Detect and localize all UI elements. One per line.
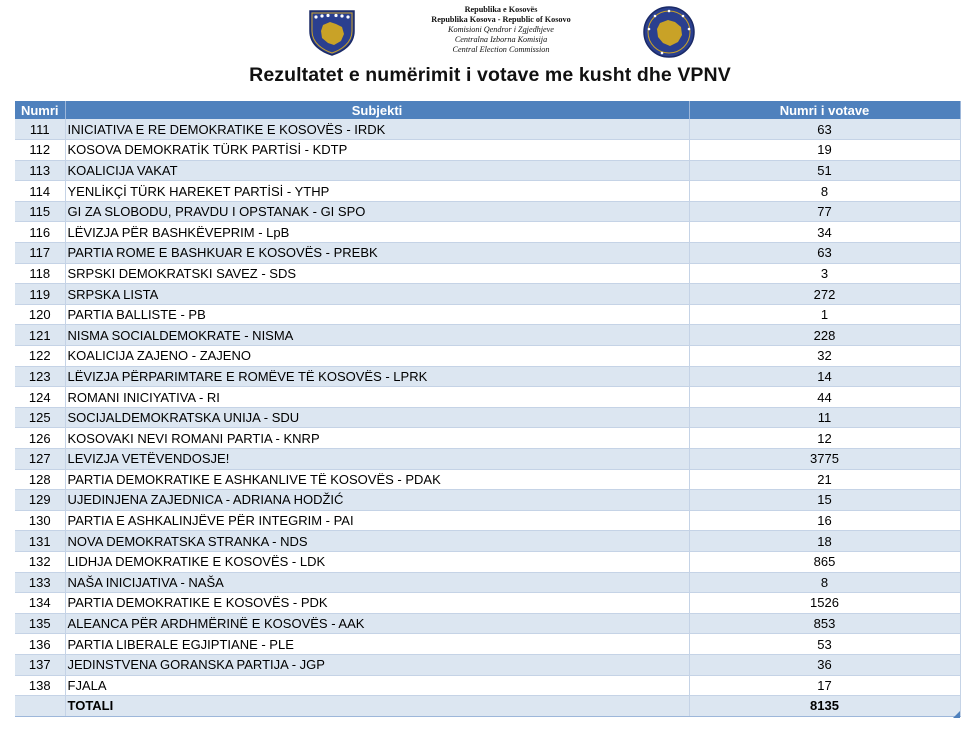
row-number: 137 bbox=[15, 654, 65, 675]
row-votes: 15 bbox=[689, 490, 960, 511]
table-row bbox=[15, 119, 960, 140]
row-number: 123 bbox=[15, 366, 65, 387]
table-row bbox=[15, 490, 960, 511]
row-votes: 16 bbox=[689, 510, 960, 531]
total-votes: 8135 bbox=[689, 696, 960, 717]
table-row bbox=[15, 243, 960, 264]
row-number: 129 bbox=[15, 490, 65, 511]
total-row bbox=[15, 696, 960, 717]
row-subject: FJALA bbox=[65, 675, 689, 696]
table-row bbox=[15, 346, 960, 367]
row-number: 122 bbox=[15, 346, 65, 367]
row-subject: PARTIA DEMOKRATIKE E KOSOVËS - PDK bbox=[65, 593, 689, 614]
row-votes: 36 bbox=[689, 654, 960, 675]
table-row bbox=[15, 140, 960, 161]
total-cell-empty bbox=[15, 696, 65, 717]
row-votes: 63 bbox=[689, 243, 960, 264]
row-number: 131 bbox=[15, 531, 65, 552]
table-row bbox=[15, 675, 960, 696]
table-row bbox=[15, 510, 960, 531]
column-header-votes[interactable]: Numri i votave bbox=[689, 101, 960, 119]
table-row bbox=[15, 531, 960, 552]
row-votes: 77 bbox=[689, 201, 960, 222]
row-subject: YENLİKÇİ TÜRK HAREKET PARTİSİ - YTHP bbox=[65, 181, 689, 202]
row-subject: NOVA DEMOKRATSKA STRANKA - NDS bbox=[65, 531, 689, 552]
row-votes: 272 bbox=[689, 284, 960, 305]
table-row bbox=[15, 284, 960, 305]
row-votes: 865 bbox=[689, 551, 960, 572]
row-votes: 8 bbox=[689, 181, 960, 202]
row-number: 138 bbox=[15, 675, 65, 696]
row-number: 132 bbox=[15, 551, 65, 572]
table-row bbox=[15, 222, 960, 243]
row-number: 115 bbox=[15, 201, 65, 222]
row-subject: LËVIZJA PËRPARIMTARE E ROMËVE TË KOSOVËS - LPRK bbox=[65, 366, 689, 387]
inst-line-5: Central Election Commission bbox=[452, 45, 550, 54]
table-row bbox=[15, 181, 960, 202]
row-subject: PARTIA LIBERALE EGJIPTIANE - PLE bbox=[65, 634, 689, 655]
row-subject: NAŠA INICIJATIVA - NAŠA bbox=[65, 572, 689, 593]
table-row bbox=[15, 407, 960, 428]
total-label: TOTALI bbox=[65, 696, 689, 717]
row-number: 117 bbox=[15, 243, 65, 264]
row-number: 125 bbox=[15, 407, 65, 428]
row-number: 112 bbox=[15, 140, 65, 161]
institution-names bbox=[400, 5, 602, 55]
inst-line-4: Centralna Izborna Komisija bbox=[454, 35, 548, 44]
row-subject: INICIATIVA E RE DEMOKRATIKE E KOSOVËS - IRDK bbox=[65, 119, 689, 140]
row-subject: PARTIA DEMOKRATIKE E ASHKANLIVE TË KOSOVËS - PDAK bbox=[65, 469, 689, 490]
row-number: 118 bbox=[15, 263, 65, 284]
inst-line-3: Komisioni Qendror i Zgjedhjeve bbox=[448, 25, 554, 34]
table-row bbox=[15, 613, 960, 634]
row-number: 127 bbox=[15, 449, 65, 470]
results-table bbox=[15, 101, 961, 717]
row-number: 133 bbox=[15, 572, 65, 593]
column-header-subject[interactable]: Subjekti bbox=[65, 101, 689, 119]
page-title: Rezultatet e numërimit i votave me kusht dhe VPNV bbox=[249, 64, 731, 86]
table-row bbox=[15, 654, 960, 675]
row-subject: SOCIJALDEMOKRATSKA UNIJA - SDU bbox=[65, 407, 689, 428]
row-votes: 3 bbox=[689, 263, 960, 284]
inst-line-1: Republika e Kosovës bbox=[464, 5, 538, 14]
table-row bbox=[15, 160, 960, 181]
row-number: 130 bbox=[15, 510, 65, 531]
table-row bbox=[15, 304, 960, 325]
row-number: 119 bbox=[15, 284, 65, 305]
table-row bbox=[15, 263, 960, 284]
row-votes: 3775 bbox=[689, 449, 960, 470]
row-subject: UJEDINJENA ZAJEDNICA - ADRIANA HODŽIĆ bbox=[65, 490, 689, 511]
row-subject: JEDINSTVENA GORANSKA PARTIJA - JGP bbox=[65, 654, 689, 675]
table-row bbox=[15, 325, 960, 346]
table-row bbox=[15, 551, 960, 572]
row-subject: SRPSKA LISTA bbox=[65, 284, 689, 305]
table-row bbox=[15, 634, 960, 655]
row-votes: 63 bbox=[689, 119, 960, 140]
row-number: 111 bbox=[15, 119, 65, 140]
row-votes: 12 bbox=[689, 428, 960, 449]
table-row bbox=[15, 572, 960, 593]
row-subject: KOSOVAKI NEVI ROMANI PARTIA - KNRP bbox=[65, 428, 689, 449]
table-row bbox=[15, 593, 960, 614]
row-votes: 53 bbox=[689, 634, 960, 655]
row-number: 120 bbox=[15, 304, 65, 325]
table-row bbox=[15, 428, 960, 449]
row-votes: 228 bbox=[689, 325, 960, 346]
row-number: 124 bbox=[15, 387, 65, 408]
row-number: 114 bbox=[15, 181, 65, 202]
table-row bbox=[15, 449, 960, 470]
row-subject: SRPSKI DEMOKRATSKI SAVEZ - SDS bbox=[65, 263, 689, 284]
row-votes: 11 bbox=[689, 407, 960, 428]
row-subject: LËVIZJA PËR BASHKËVEPRIM - LpB bbox=[65, 222, 689, 243]
row-subject: KOALICIJA ZAJENO - ZAJENO bbox=[65, 346, 689, 367]
row-number: 116 bbox=[15, 222, 65, 243]
row-subject: KOALICIJA VAKAT bbox=[65, 160, 689, 181]
document-header bbox=[0, 0, 980, 62]
inst-line-2: Republika Kosova - Republic of Kosovo bbox=[431, 15, 571, 24]
row-votes: 34 bbox=[689, 222, 960, 243]
row-votes: 1526 bbox=[689, 593, 960, 614]
row-votes: 32 bbox=[689, 346, 960, 367]
row-votes: 51 bbox=[689, 160, 960, 181]
row-votes: 14 bbox=[689, 366, 960, 387]
row-votes: 44 bbox=[689, 387, 960, 408]
table-row bbox=[15, 387, 960, 408]
row-number: 134 bbox=[15, 593, 65, 614]
table-row bbox=[15, 469, 960, 490]
row-subject: GI ZA SLOBODU, PRAVDU I OPSTANAK - GI SPO bbox=[65, 201, 689, 222]
row-votes: 18 bbox=[689, 531, 960, 552]
table-row bbox=[15, 366, 960, 387]
row-subject: PARTIA BALLISTE - PB bbox=[65, 304, 689, 325]
row-subject: LEVIZJA VETËVENDOSJE! bbox=[65, 449, 689, 470]
kosovo-coat-of-arms-icon bbox=[306, 5, 358, 57]
row-number: 136 bbox=[15, 634, 65, 655]
row-subject: PARTIA E ASHKALINJËVE PËR INTEGRIM - PAI bbox=[65, 510, 689, 531]
row-votes: 853 bbox=[689, 613, 960, 634]
table-header-row bbox=[15, 101, 960, 119]
row-votes: 1 bbox=[689, 304, 960, 325]
row-votes: 17 bbox=[689, 675, 960, 696]
row-subject: NISMA SOCIALDEMOKRATE - NISMA bbox=[65, 325, 689, 346]
row-subject: PARTIA ROME E BASHKUAR E KOSOVËS - PREBK bbox=[65, 243, 689, 264]
row-votes: 19 bbox=[689, 140, 960, 161]
row-votes: 21 bbox=[689, 469, 960, 490]
row-number: 113 bbox=[15, 160, 65, 181]
row-subject: ROMANI INICIYATIVA - RI bbox=[65, 387, 689, 408]
row-subject: LIDHJA DEMOKRATIKE E KOSOVËS - LDK bbox=[65, 551, 689, 572]
column-header-number[interactable]: Numri bbox=[15, 101, 65, 119]
row-subject: KOSOVA DEMOKRATİK TÜRK PARTİSİ - KDTP bbox=[65, 140, 689, 161]
row-votes: 8 bbox=[689, 572, 960, 593]
table-resize-handle-icon[interactable] bbox=[953, 711, 960, 718]
cec-seal-icon bbox=[642, 5, 696, 59]
row-number: 128 bbox=[15, 469, 65, 490]
row-number: 126 bbox=[15, 428, 65, 449]
row-number: 121 bbox=[15, 325, 65, 346]
row-subject: ALEANCA PËR ARDHMËRINË E KOSOVËS - AAK bbox=[65, 613, 689, 634]
table-row bbox=[15, 201, 960, 222]
row-number: 135 bbox=[15, 613, 65, 634]
